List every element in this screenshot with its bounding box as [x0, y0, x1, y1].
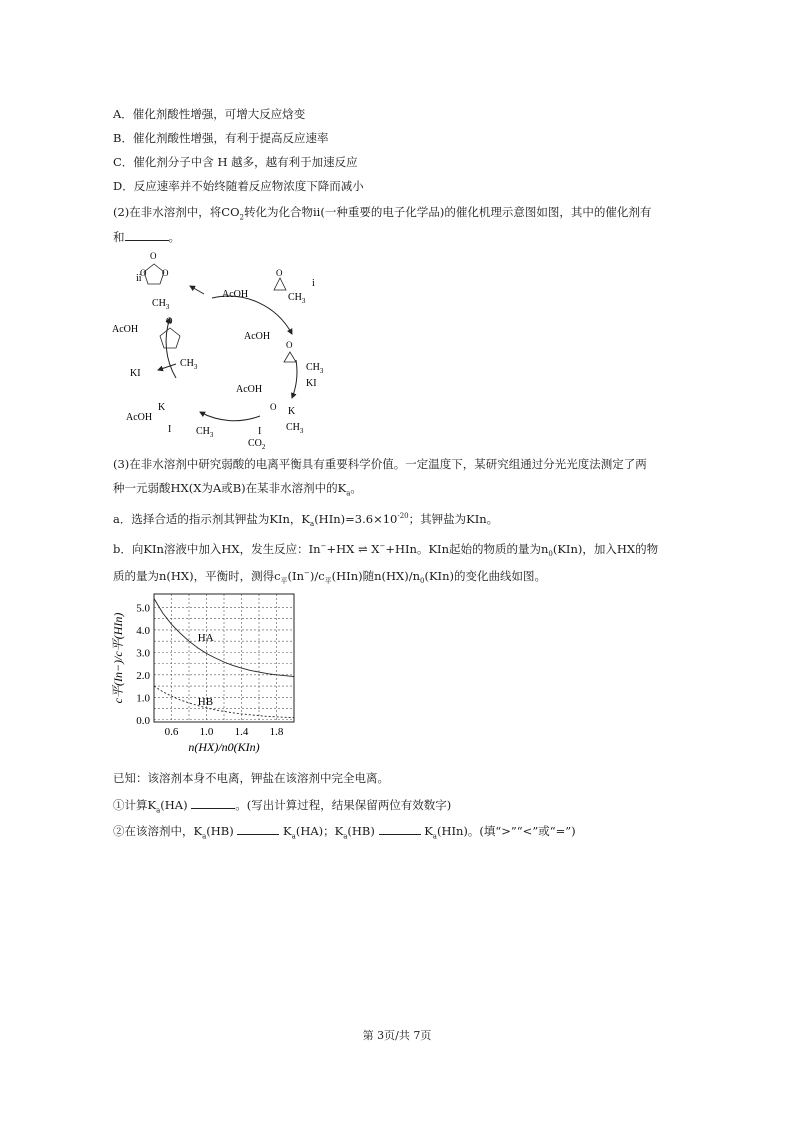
- known-note: 已知：该溶剂本身不电离，钾盐在该溶剂中完全电离。: [113, 771, 389, 785]
- x-tick-label: 1.4: [234, 726, 249, 738]
- question-3-b-line1: b．向KIn溶液中加入HX，发生反应：In−+HX ⇌ X−+HIn。KIn起始的物质的量为$n_0(KIn)$，加入HX的物: [113, 541, 659, 559]
- y-tick-label: 0.0: [136, 714, 150, 727]
- sub-question-2: ②在该溶剂中，$K_a(HB)$ $K_a(HA)$；$K_a(HB)$ $K_a(HIn)$。(填“>”“<”或“=”): [113, 824, 576, 841]
- question-3-b-line2: 质的量为n(HX)，平衡时，测得$c_平(In^-)/c_平(HIn)$随$n(HX)/n_0(KIn)$的变化曲线如图。: [113, 568, 546, 586]
- q2-text-b: 转化为化合物ii(一种重要的电子化学品)的催化机理示意图如图，其中的催化剂有: [244, 205, 652, 219]
- catalytic-cycle-diagram: [110, 248, 340, 453]
- answer-blank-catalyst[interactable]: [125, 228, 169, 241]
- cycle-arrow-right: [292, 360, 297, 398]
- series-label-ha: HA: [197, 632, 214, 645]
- label-ii: ii: [136, 273, 142, 284]
- page-footer: 第 3页/共 7页: [362, 1029, 432, 1042]
- acoh-bottom-left: AcOH: [126, 412, 153, 423]
- y-axis-label: c平(In−)/c平(HIn): [111, 612, 125, 704]
- right-methyl: $CH_3$: [306, 362, 324, 375]
- ii-ring-o2: O: [140, 268, 147, 278]
- question-3-line1: (3)在非水溶剂中研究弱酸的电离平衡具有重要科学价值。一定温度下，某研究组通过分光光度法测定了两: [113, 457, 647, 471]
- carbonate-i: I: [168, 424, 172, 435]
- y-tick-label: 1.0: [136, 692, 150, 705]
- x-tick-label: 1.0: [199, 726, 214, 738]
- answer-blank-compare-2[interactable]: [379, 822, 421, 835]
- sub-question-1: ①计算$K_a(HA)$ 。(写出计算过程，结果保留两位有效数字): [113, 798, 452, 815]
- cycle-arrow-bottom: [200, 412, 260, 421]
- q2-text-d: 。: [168, 230, 180, 244]
- y-tick-label: 3.0: [136, 647, 150, 660]
- option-b: B．催化剂酸性增强，有利于提高反应速率: [113, 131, 329, 145]
- answer-blank-ka-ha[interactable]: [191, 796, 235, 809]
- ii-ring-o1: O: [162, 268, 169, 278]
- co2-label: $CO_2$: [248, 438, 266, 451]
- co2-subscript: 2: [239, 213, 244, 222]
- ki-right: KI: [306, 378, 317, 389]
- acoh-top: AcOH: [222, 289, 249, 300]
- acoh-bottom-right: AcOH: [236, 384, 263, 395]
- ii-ring: [144, 264, 164, 284]
- y-tick-label: 4.0: [136, 624, 150, 637]
- question-2-blank-line: [113, 228, 180, 245]
- arrow-out-ki: [158, 364, 176, 370]
- question-3-a: a．选择合适的指示剂其钾盐为KIn，$K_a(HIn)=3.6\times 10^{-20}$；其钾盐为KIn。: [113, 511, 499, 529]
- alkoxide-methyl: $CH_3$: [286, 422, 304, 435]
- y-tick-label: 5.0: [136, 602, 150, 615]
- carbonate-ring-left: [160, 328, 180, 348]
- epoxide-ring-top: [274, 278, 286, 290]
- epoxide-o-right: O: [286, 340, 293, 350]
- alkoxide-o: O: [270, 402, 277, 412]
- epoxide-o-top: O: [276, 268, 283, 278]
- acoh-right: AcOH: [244, 331, 271, 342]
- label-i: i: [312, 278, 315, 289]
- ii-carbonyl-o: O: [150, 251, 157, 261]
- y-tick-label: 2.0: [136, 669, 150, 682]
- x-axis-label: n(HX)/n0(KIn): [188, 740, 260, 754]
- ratio-chart: [108, 588, 308, 760]
- epoxide-ring-right: [284, 352, 296, 362]
- alkoxide-i: I: [258, 426, 262, 437]
- x-tick-label: 0.6: [164, 726, 179, 738]
- q2-text-a: (2)在非水溶剂中，将CO: [113, 205, 240, 219]
- question-3-line2: 种一元弱酸HX(X为A或B)在某非水溶剂中的$K_a$。: [113, 481, 362, 498]
- acoh-left: AcOH: [112, 324, 139, 335]
- arrow-to-ii: [190, 286, 204, 294]
- ii-methyl: $CH_3$: [152, 298, 170, 311]
- q2-text-c: 和: [113, 230, 125, 244]
- x-tick-label: 1.8: [269, 726, 284, 738]
- ki-left: KI: [130, 368, 141, 379]
- answer-blank-compare-1[interactable]: [237, 822, 279, 835]
- i-methyl: $CH_3$: [288, 292, 306, 305]
- left-methyl: $CH_3$: [180, 358, 198, 371]
- alkoxide-k: K: [288, 406, 296, 417]
- option-a: A．催化剂酸性增强，可增大反应焓变: [113, 107, 306, 121]
- option-d: D．反应速率并不始终随着反应物浓度下降而减小: [113, 179, 364, 193]
- series-label-hb: HB: [197, 696, 214, 709]
- cycle-arrow-top: [212, 296, 292, 334]
- carbonate-o-top: O: [166, 316, 173, 326]
- option-c: C．催化剂分子中含 H 越多，越有利于加速反应: [113, 155, 358, 169]
- carbonate-k: K: [158, 402, 166, 413]
- carbonate-methyl: $CH_3$: [196, 426, 214, 439]
- question-2-text: [113, 204, 651, 225]
